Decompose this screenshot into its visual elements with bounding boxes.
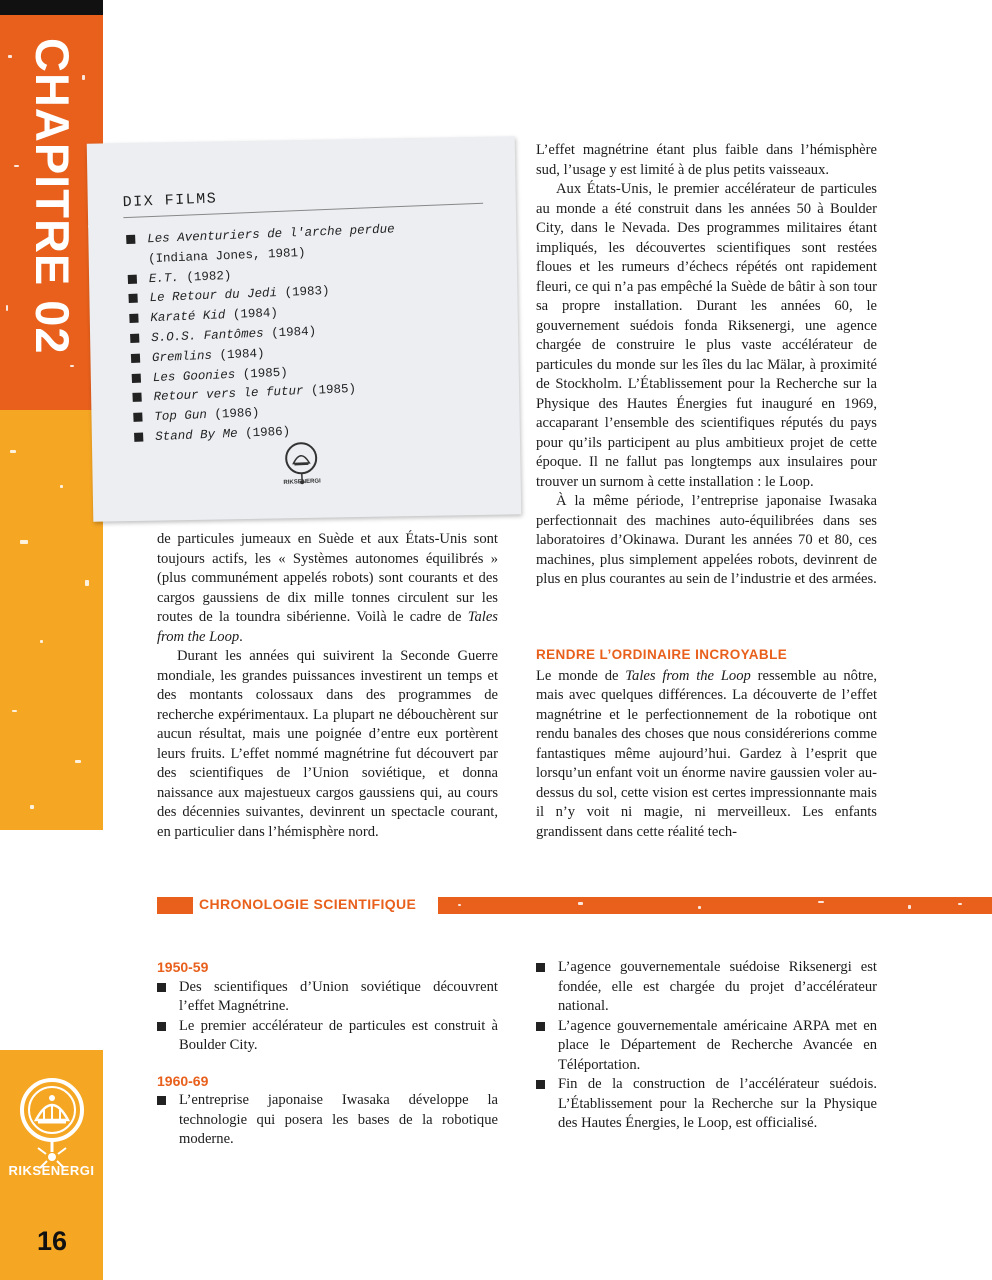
film-list (126, 220, 403, 448)
paragraph: Aux États-Unis, le premier accélérateur de particules au monde a été construit dans les années 50 à Boulder City, dans le Nevada. Des programmes militaires étant impliqués, les découvertes scientifiques sont restées floues et les rumeurs d’échecs répétés ont rapidement fleuri, ce qui n’a pas empêché la Suède de bâtir à son tour sa propre installation. Durant les années 60, le gouvernement suédois fonda Riksenergi, une agence chargée de construire le plus vaste accélérateur de particules du monde sur les îles du lac Mälar, à proximité de Stockholm. L’Établissement pour la Recherche sur la Physique des Hautes Énergies fut inauguré en 1969, accaparant l’ensemble des scientifiques réputés du pays pour qu’ils participent au plus ambitieux projet de cette époque. Il ne fallut pas longtemps aux insulaires pour trouver un surnom à cette installation : le Loop. (536, 181, 877, 490)
paragraph: L’effet magnétrine étant plus faible dans l’hémisphère sud, l’usage y est limité à de plus petits vaisseaux. (536, 142, 877, 178)
list-item: L’agence gouvernementale américaine ARPA met en place le Département de Recherche Avancée en Téléportation. (536, 1017, 877, 1076)
paragraph: À la même période, l’entreprise japonaise Iwasaka perfectionnait des machines auto-équilibrées dans ses laboratoires d’Okinawa. Durant les années 70 et 80, ces machines, plus simplement appelées robots, devinrent de plus en plus courantes au sein de l’industrie et des armées. (536, 493, 877, 587)
list-item: L’entreprise japonaise Iwasaka développe la technologie qui posera les bases de la robotique moderne. (157, 1091, 498, 1150)
list-item: Stand By Me (1986) (134, 418, 403, 449)
sidebar-top-strip (0, 0, 103, 15)
list-item: S.O.S. Fantômes (1984) (130, 319, 399, 350)
list-item: Le Retour du Jedi (1983) (128, 280, 397, 311)
list-item: L’agence gouvernementale suédoise Riksenergi est fondée, elle est chargée du projet d’accélérateur national. (536, 958, 877, 1017)
list-item: Les Goonies (1985) (131, 359, 400, 390)
chapter-label: CHAPITRE 02 (26, 38, 79, 355)
right-column (536, 141, 877, 590)
right-column-section (536, 645, 877, 842)
sidebar-yellow-band (0, 410, 103, 830)
list-item: Gremlins (1984) (131, 339, 400, 370)
list-item: Fin de la construction de l’accélérateur suédois. L’Établissement pour la Recherche sur la Physique des Hautes Énergies, le Loop, est officialisé. (536, 1075, 877, 1134)
period-heading: 1950-59 (157, 959, 209, 975)
paragraph: Le monde de Tales from the Loop ressemble au nôtre, mais avec quelques différences. La découverte de l’effet magnétrine et le perfectionnement de la robotique ont rendu banales des choses que nous considérerions comme fantastiques même aujourd’hui. Gardez à l’esprit que lorsqu’un enfant voit un énorme navire gaussien voler au-dessus du sol, cette vision est certes impressionnante mais il n’y voit ni magie, ni merveilleux. Les enfants grandissent dans cette réalité tech- (536, 667, 877, 840)
chronology-left (157, 958, 498, 1150)
event-list (157, 978, 498, 1056)
chronology-right (536, 958, 877, 1134)
chronology-bar-right (438, 897, 992, 914)
film-list-note (87, 136, 522, 521)
left-column (157, 530, 498, 842)
list-item: Karaté Kid (1984) (129, 299, 398, 330)
event-list (157, 1091, 498, 1150)
note-logo-text: RIKSENERGI (283, 478, 321, 486)
list-item: Retour vers le futur (1985) (132, 379, 401, 410)
note-title: DIX FILMS (122, 180, 483, 218)
list-item: Top Gun (1986) (133, 398, 402, 429)
list-item: Le premier accélérateur de particules est construit à Boulder City. (157, 1017, 498, 1056)
list-item: E.T. (1982) (128, 260, 397, 291)
event-list (536, 958, 877, 1134)
period-heading: 1960-69 (157, 1072, 209, 1089)
section-heading: RENDRE L’ORDINAIRE INCROYABLE (536, 647, 788, 662)
paragraph: Durant les années qui suivirent la Seconde Guerre mondiale, les grandes puissances investirent un temps et des montants colossaux dans des programmes de recherche expérimentaux. La plupart ne débouchèrent sur aucun résultat, mais une poignée d’entre eux portèrent leurs fruits. L’effet nommé magnétrine fut découvert par des scientifiques de l’Union soviétique, et donna naissance aux majestueux cargos gaussiens qui, au cours des décennies suivantes, devinrent un spectacle courant, en particulier dans l’hémisphère nord. (157, 648, 498, 840)
list-item: Des scientifiques d’Union soviétique découvrent l’effet Magnétrine. (157, 978, 498, 1017)
chronology-bar-left (157, 897, 193, 914)
list-item: Les Aventuriers de l'arche perdue (126, 220, 395, 251)
paragraph: de particules jumeaux en Suède et aux États-Unis sont toujours actifs, les « Systèmes autonomes équilibrés » (plus communément appelés robots) sont courants et des cargos gaussiens de dix mille tonnes circulent sur les routes de la toundra sibérienne. Voilà le cadre de Tales from the Loop. (157, 531, 498, 645)
list-item: (Indiana Jones, 1981) (147, 245, 306, 266)
page-number: 16 (37, 1226, 68, 1256)
chronology-title: CHRONOLOGIE SCIENTIFIQUE (199, 896, 417, 912)
sidebar-logo-text: RIKSENERGI (8, 1163, 95, 1178)
